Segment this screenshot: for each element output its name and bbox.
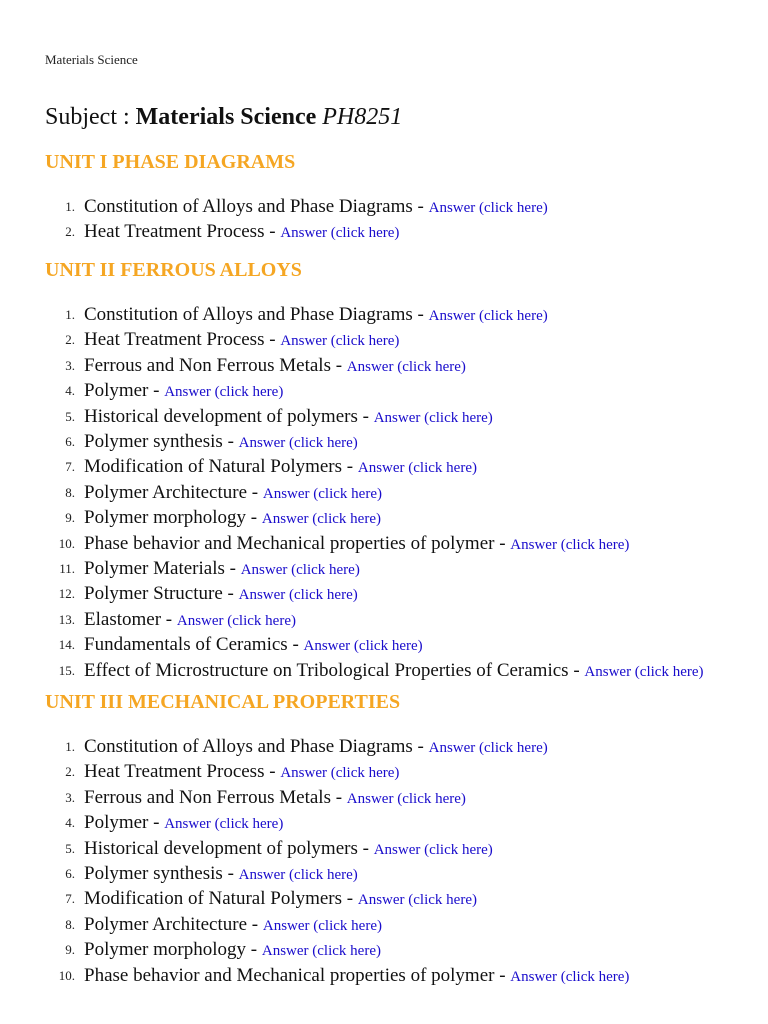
- answer-link[interactable]: Answer (click here): [346, 790, 466, 807]
- topic-title: Modification of Natural Polymers: [84, 456, 343, 478]
- answer-link[interactable]: Answer (click here): [176, 612, 296, 629]
- topic-number: 7.: [65, 891, 75, 907]
- topic-number: 13.: [58, 611, 75, 627]
- answer-link[interactable]: Answer (click here): [510, 968, 630, 985]
- topic-number: 10.: [58, 967, 75, 983]
- topic-number: 6.: [65, 866, 75, 882]
- answer-link[interactable]: Answer (click here): [238, 587, 358, 604]
- subject-prefix: Subject :: [45, 104, 136, 130]
- topic-title: Heat Treatment Process: [84, 761, 265, 783]
- topic-item: 5. Historical development of polymers - Answer (click here): [45, 837, 745, 862]
- topic-number: 11.: [59, 561, 75, 577]
- topic-title: Polymer Architecture: [84, 481, 248, 503]
- topic-item: 13. Elastomer - Answer (click here): [45, 608, 745, 633]
- topic-item: 7. Modification of Natural Polymers - Answer (click here): [45, 455, 745, 480]
- topic-title: Polymer: [84, 380, 149, 402]
- topic-title: Heat Treatment Process: [84, 221, 265, 243]
- topic-item: 9. Polymer morphology - Answer (click here): [45, 506, 745, 531]
- topic-item: 7. Modification of Natural Polymers - Answer (click here): [45, 887, 745, 912]
- topic-number: 8.: [65, 916, 75, 932]
- topic-number: 2.: [65, 224, 75, 240]
- answer-link[interactable]: Answer (click here): [280, 333, 400, 350]
- topic-number: 1.: [65, 307, 75, 322]
- answer-link[interactable]: Answer (click here): [261, 943, 381, 960]
- topic-item: 10. Phase behavior and Mechanical properties of polymer - Answer (click here): [45, 532, 745, 557]
- topic-item: 14. Fundamentals of Ceramics - Answer (click here): [45, 633, 745, 658]
- answer-link[interactable]: Answer (click here): [280, 765, 400, 782]
- topic-number: 14.: [58, 637, 75, 653]
- topic-item: 9. Polymer morphology - Answer (click here): [45, 938, 745, 963]
- answer-link[interactable]: Answer (click here): [373, 841, 493, 858]
- unit-2-topic-list: [45, 303, 745, 684]
- unit-heading-1: UNIT I PHASE DIAGRAMS: [45, 151, 296, 173]
- answer-link[interactable]: Answer (click here): [510, 536, 630, 553]
- topic-title: Historical development of polymers: [84, 405, 358, 427]
- topic-title: Effect of Microstructure on Tribological Properties of Ceramics: [84, 659, 569, 681]
- subject-name: Materials Science: [135, 104, 317, 130]
- topic-title: Polymer synthesis: [84, 431, 223, 453]
- answer-link[interactable]: Answer (click here): [280, 225, 400, 242]
- topic-title: Modification of Natural Polymers: [84, 888, 343, 910]
- topic-title: Polymer: [84, 812, 149, 834]
- answer-link[interactable]: Answer (click here): [357, 892, 477, 909]
- topic-number: 2.: [65, 764, 75, 780]
- unit-heading-3: UNIT III MECHANICAL PROPERTIES: [45, 691, 401, 713]
- topic-item: 4. Polymer - Answer (click here): [45, 379, 745, 404]
- topic-number: 8.: [65, 484, 75, 500]
- topic-number: 10.: [58, 535, 75, 551]
- topic-item: 12. Polymer Structure - Answer (click here): [45, 582, 745, 607]
- topic-number: 4.: [65, 383, 75, 399]
- subject-line: [45, 104, 402, 131]
- page-header-label: Materials Science: [45, 52, 138, 67]
- topic-item: 2. Heat Treatment Process - Answer (click here): [45, 760, 745, 785]
- topic-number: 9.: [65, 510, 75, 526]
- answer-link[interactable]: Answer (click here): [428, 308, 548, 324]
- topic-title: Polymer synthesis: [84, 863, 223, 885]
- topic-item: 8. Polymer Architecture - Answer (click here): [45, 481, 745, 506]
- topic-title: Ferrous and Non Ferrous Metals: [84, 786, 331, 808]
- topic-number: 4.: [65, 815, 75, 831]
- answer-link[interactable]: Answer (click here): [357, 460, 477, 477]
- topic-title: Polymer morphology: [84, 939, 247, 961]
- answer-link[interactable]: Answer (click here): [164, 384, 284, 401]
- unit-heading-2: UNIT II FERROUS ALLOYS: [45, 259, 302, 281]
- answer-link[interactable]: Answer (click here): [303, 638, 423, 655]
- topic-title: Polymer Architecture: [84, 913, 248, 935]
- answer-link[interactable]: Answer (click here): [238, 867, 358, 884]
- topic-title: Phase behavior and Mechanical properties of polymer: [84, 532, 495, 554]
- topic-title: Polymer Materials: [84, 558, 225, 580]
- topic-number: 15.: [58, 662, 75, 678]
- topic-item: 3. Ferrous and Non Ferrous Metals - Answer (click here): [45, 786, 745, 811]
- topic-item: 10. Phase behavior and Mechanical properties of polymer - Answer (click here): [45, 964, 745, 989]
- topic-title: Phase behavior and Mechanical properties of polymer: [84, 964, 495, 986]
- answer-link[interactable]: Answer (click here): [346, 358, 466, 375]
- topic-title: Ferrous and Non Ferrous Metals: [84, 354, 331, 376]
- unit-1-topic-list: [45, 195, 745, 246]
- topic-item: 3. Ferrous and Non Ferrous Metals - Answer (click here): [45, 354, 745, 379]
- unit-3-topic-list: [45, 735, 745, 989]
- topic-item: 15. Effect of Microstructure on Tribological Properties of Ceramics - Answer (click here): [45, 659, 745, 684]
- topic-number: 5.: [65, 408, 75, 424]
- topic-title: Historical development of polymers: [84, 837, 358, 859]
- topic-number: 2.: [65, 332, 75, 348]
- subject-code: PH8251: [322, 104, 403, 130]
- answer-link[interactable]: Answer (click here): [584, 663, 704, 680]
- answer-link[interactable]: Answer (click here): [262, 485, 382, 502]
- answer-link[interactable]: Answer (click here): [238, 435, 358, 452]
- answer-link[interactable]: Answer (click here): [262, 917, 382, 934]
- topic-item: 6. Polymer synthesis - Answer (click here): [45, 430, 745, 455]
- topic-item: 1. Constitution of Alloys and Phase Diagrams - Answer (click here): [45, 303, 745, 328]
- answer-link[interactable]: Answer (click here): [428, 740, 548, 756]
- topic-item: 11. Polymer Materials - Answer (click here): [45, 557, 745, 582]
- topic-item: 4. Polymer - Answer (click here): [45, 811, 745, 836]
- topic-title: Fundamentals of Ceramics: [84, 634, 288, 656]
- topic-item: 6. Polymer synthesis - Answer (click here): [45, 862, 745, 887]
- topic-title: Constitution of Alloys and Phase Diagrams: [84, 196, 413, 217]
- topic-item: 2. Heat Treatment Process - Answer (click here): [45, 220, 745, 245]
- topic-title: Constitution of Alloys and Phase Diagrams: [84, 736, 413, 757]
- topic-title: Polymer Structure: [84, 583, 223, 605]
- topic-title: Heat Treatment Process: [84, 329, 265, 351]
- answer-link[interactable]: Answer (click here): [428, 200, 548, 216]
- topic-number: 1.: [65, 199, 75, 214]
- topic-number: 5.: [65, 840, 75, 856]
- topic-title: Polymer morphology: [84, 507, 247, 529]
- topic-number: 7.: [65, 459, 75, 475]
- topic-item: 8. Polymer Architecture - Answer (click here): [45, 913, 745, 938]
- topic-item: 1. Constitution of Alloys and Phase Diagrams - Answer (click here): [45, 735, 745, 760]
- answer-link[interactable]: Answer (click here): [373, 409, 493, 426]
- topic-item: 5. Historical development of polymers - Answer (click here): [45, 405, 745, 430]
- topic-number: 3.: [65, 357, 75, 373]
- answer-link[interactable]: Answer (click here): [261, 511, 381, 528]
- answer-link[interactable]: Answer (click here): [164, 816, 284, 833]
- topic-item: 2. Heat Treatment Process - Answer (click here): [45, 328, 745, 353]
- topic-number: 12.: [58, 586, 75, 602]
- topic-title: Constitution of Alloys and Phase Diagrams: [84, 304, 413, 325]
- topic-title: Elastomer: [84, 608, 162, 630]
- topic-number: 9.: [65, 942, 75, 958]
- topic-number: 6.: [65, 434, 75, 450]
- topic-item: 1. Constitution of Alloys and Phase Diagrams - Answer (click here): [45, 195, 745, 220]
- topic-number: 3.: [65, 789, 75, 805]
- topic-number: 1.: [65, 739, 75, 754]
- answer-link[interactable]: Answer (click here): [240, 562, 360, 579]
